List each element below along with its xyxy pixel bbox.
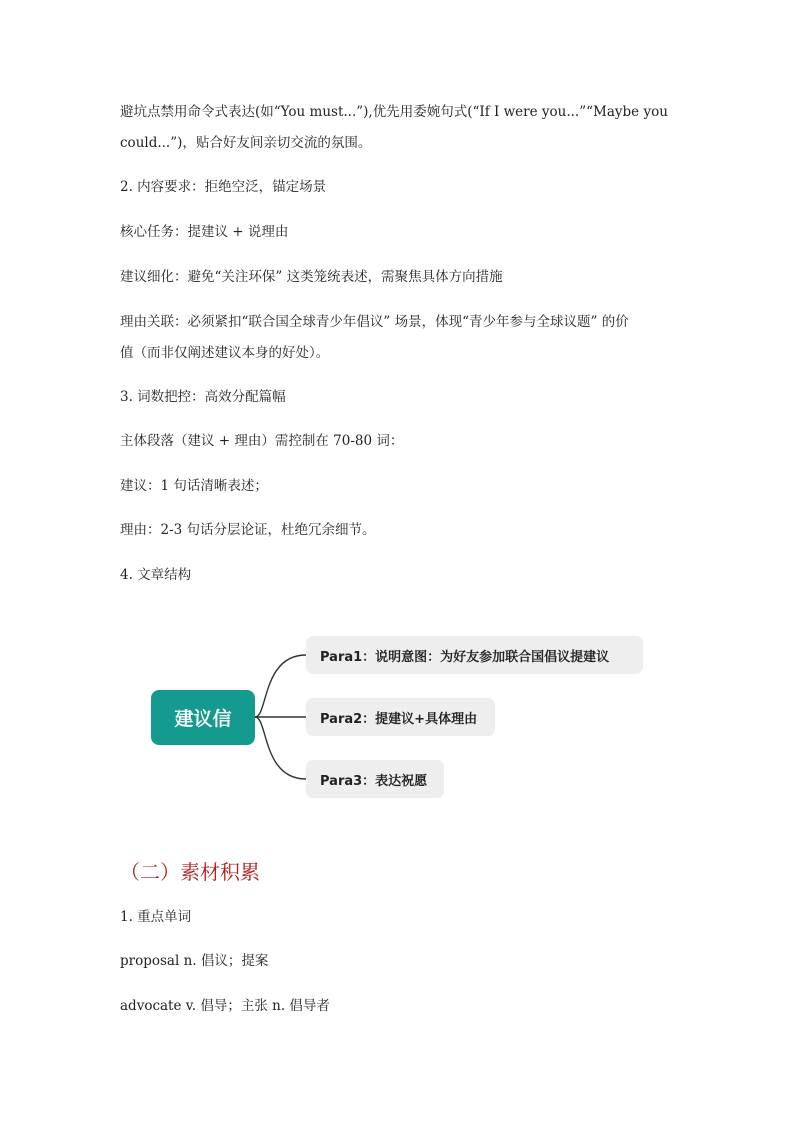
- paragraph-line: 值（而非仅阐述建议本身的好处）。: [120, 345, 330, 361]
- paragraph-line: 核心任务：提建议 + 说理由: [120, 224, 289, 240]
- list-heading: 2. 内容要求：拒绝空泛，锚定场景: [120, 179, 327, 195]
- paragraph-line: 理由关联：必须紧扣“联合国全球青少年倡议” 场景，体现“青少年参与全球议题” 的价: [120, 314, 629, 330]
- connector-para1: [255, 655, 306, 717]
- list-heading: 3. 词数把控：高效分配篇幅: [120, 389, 286, 405]
- paragraph-line: 避坑点禁用命令式表达(如“You must...”),优先用委婉句式(“If I were you...”“Maybe you: [120, 104, 668, 120]
- list-heading: 4. 文章结构: [120, 567, 192, 583]
- mindmap-node-para1: Para1：说明意图：为好友参加联合国倡议提建议: [306, 636, 643, 674]
- vocab-entry: advocate v. 倡导；主张 n. 倡导者: [120, 998, 330, 1014]
- mindmap-node-para3: Para3：表达祝愿: [306, 760, 444, 798]
- mindmap-root: 建议信: [151, 690, 255, 745]
- paragraph-line: could...”)，贴合好友间亲切交流的氛围。: [120, 135, 372, 151]
- list-heading: 1. 重点单词: [120, 909, 192, 925]
- paragraph-line: 建议细化：避免“关注环保” 这类笼统表述，需聚焦具体方向措施: [120, 269, 503, 285]
- paragraph-line: 主体段落（建议 + 理由）需控制在 70-80 词：: [120, 433, 404, 449]
- vocab-entry: proposal n. 倡议；提案: [120, 953, 269, 969]
- paragraph-line: 理由：2-3 句话分层论证，杜绝冗余细节。: [120, 522, 376, 538]
- connector-para3: [255, 717, 306, 779]
- section-heading: （二）素材积累: [120, 860, 260, 884]
- mindmap-node-para2: Para2：提建议+具体理由: [306, 698, 495, 736]
- paragraph-line: 建议：1 句话清晰表述；: [120, 478, 268, 494]
